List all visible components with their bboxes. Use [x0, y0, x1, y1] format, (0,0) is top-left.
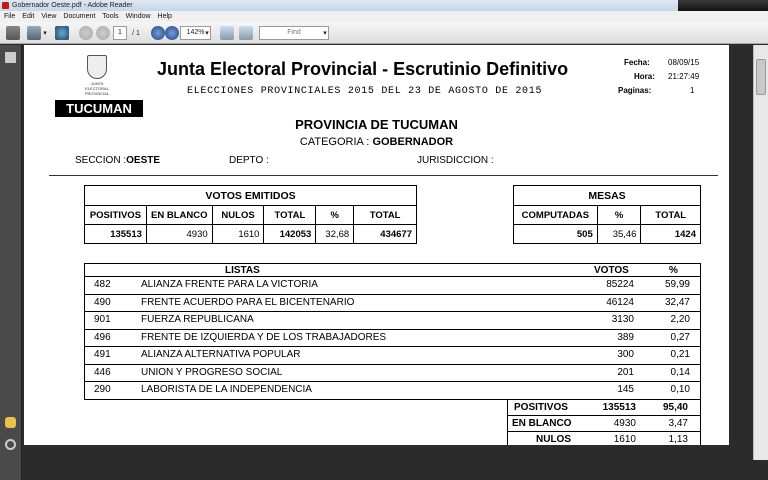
window-title: Gobernador Oeste.pdf - Adobe Reader [12, 2, 133, 9]
menu-document[interactable]: Document [63, 13, 96, 20]
summary-row-en-blanco [508, 416, 700, 432]
table-row [85, 295, 700, 313]
summary-votos: 1610 [613, 434, 636, 445]
listas-header-row [84, 263, 701, 277]
lista-pct: 59,99 [664, 279, 690, 290]
header-divider [49, 175, 718, 176]
province-badge: TUCUMAN [55, 100, 143, 117]
lista-name: FUERZA REPUBLICANA [141, 314, 254, 325]
window-titlebar [0, 0, 768, 11]
lista-pct: 0,27 [670, 331, 690, 343]
seccion-label: SECCION : [75, 155, 127, 166]
summary-pct: 3,47 [668, 418, 688, 429]
lista-number: 482 [94, 279, 111, 290]
lista-pct: 0,21 [670, 349, 690, 360]
fecha-label: Fecha: [624, 58, 650, 67]
paginas-label: Paginas: [618, 86, 652, 95]
lista-name: ALIANZA ALTERNATIVA POPULAR [141, 349, 301, 360]
table-row [85, 382, 700, 400]
ve-value-total-2: 434677 [354, 225, 417, 244]
lista-pct: 32,47 [664, 296, 690, 308]
previous-page-icon[interactable] [79, 26, 93, 40]
mesas-value-pct: 35,46 [597, 225, 641, 244]
attachment-icon[interactable] [5, 439, 16, 450]
menu-view[interactable]: View [41, 13, 57, 20]
listas-table [84, 263, 701, 400]
lista-number: 490 [94, 296, 111, 308]
categoria-line [24, 136, 729, 148]
menu-file[interactable]: File [4, 13, 16, 20]
zoom-select[interactable]: 142% [180, 26, 211, 40]
ve-header-pct: % [316, 206, 354, 225]
listas-header-listas: LISTAS [225, 265, 260, 276]
document-title: Junta Electoral Provincial - Escrutinio Definitivo [157, 59, 569, 79]
page-total: / 1 [132, 29, 140, 37]
toolbar [0, 22, 768, 44]
mesas-header-total: TOTAL [641, 206, 701, 225]
print-icon[interactable] [6, 26, 20, 40]
lista-votos: 46124 [606, 296, 634, 308]
mesas-value-total: 1424 [641, 225, 701, 244]
logo-caption: JUNTA ELECTORAL PROVINCIAL [84, 81, 110, 96]
summary-pct: 1,13 [668, 434, 688, 445]
lista-name: FRENTE DE IZQUIERDA Y DE LOS TRABAJADORES [141, 331, 387, 343]
pages-icon[interactable] [5, 52, 16, 63]
window-controls[interactable] [678, 0, 768, 11]
ve-value-nulos: 1610 [212, 225, 264, 244]
table-row [85, 312, 700, 330]
lista-pct: 2,20 [670, 314, 690, 325]
coat-of-arms-icon [87, 55, 107, 79]
fit-page-icon[interactable] [220, 26, 234, 40]
lista-number: 491 [94, 349, 111, 360]
categoria-value: GOBERNADOR [372, 136, 454, 148]
summary-votos: 4930 [613, 418, 636, 429]
lista-votos: 201 [617, 366, 634, 378]
lista-name: LABORISTA DE LA INDEPENDENCIA [141, 384, 312, 395]
menu-edit[interactable]: Edit [22, 13, 35, 20]
ve-value-pct: 32,68 [316, 225, 354, 244]
lista-pct: 0,14 [670, 366, 690, 378]
lista-votos: 389 [617, 331, 634, 343]
summary-body [507, 399, 701, 445]
mesas-header-computadas: COMPUTADAS [514, 206, 598, 225]
mesas-table [513, 185, 701, 244]
viewer-background-bottom [24, 445, 729, 480]
summary-label: NULOS [536, 434, 571, 445]
lista-votos: 3130 [611, 314, 634, 325]
menu-bar [0, 11, 768, 22]
menu-tools[interactable]: Tools [102, 13, 119, 20]
menu-window[interactable]: Window [125, 13, 151, 20]
votos-emitidos-title: VOTOS EMITIDOS [85, 186, 417, 206]
summary-label: EN BLANCO [512, 418, 572, 429]
find-input[interactable]: Find [259, 26, 329, 40]
listas-body [84, 277, 701, 400]
table-row [85, 277, 700, 295]
lista-name: UNION Y PROGRESO SOCIAL [141, 366, 283, 378]
table-row [85, 365, 700, 383]
chevron-down-icon[interactable]: ▾ [323, 30, 327, 37]
collaborate-icon[interactable] [55, 26, 69, 40]
hora-value: 21:27:49 [668, 72, 700, 81]
page-number-input[interactable]: 1 [113, 26, 127, 40]
jurisdiccion-label: JURISDICCION : [417, 155, 494, 166]
email-icon[interactable] [27, 26, 41, 40]
fecha-value: 08/09/15 [668, 58, 700, 67]
lista-votos: 145 [617, 384, 634, 395]
summary-pct: 95,40 [662, 402, 688, 413]
hora-label: Hora: [634, 72, 655, 81]
seccion-value: OESTE [126, 155, 161, 166]
mesas-value-computadas: 505 [514, 225, 598, 244]
scrollbar-thumb[interactable] [756, 59, 766, 95]
next-page-icon[interactable] [96, 26, 110, 40]
ve-header-nulos: NULOS [212, 206, 264, 225]
seccion-line [75, 155, 160, 166]
document-subtitle: ELECCIONES PROVINCIALES 2015 DEL 23 DE AGOSTO DE 2015 [187, 86, 543, 97]
ve-value-en-blanco: 4930 [146, 225, 212, 244]
comment-icon[interactable] [5, 417, 16, 428]
table-row [85, 347, 700, 365]
lista-name: ALIANZA FRENTE PARA LA VICTORIA [141, 279, 318, 290]
mesas-header-pct: % [597, 206, 641, 225]
ve-value-total: 142053 [264, 225, 316, 244]
menu-help[interactable]: Help [157, 13, 172, 20]
junta-electoral-logo [79, 55, 115, 95]
listas-header-pct: % [669, 265, 678, 276]
categoria-label: CATEGORIA : [299, 136, 370, 148]
lista-votos: 85224 [606, 279, 634, 290]
vertical-scrollbar[interactable] [753, 45, 768, 460]
navigation-sidebar [0, 45, 22, 480]
summary-box [507, 399, 701, 445]
lista-number: 446 [94, 366, 111, 378]
depto-label: DEPTO : [229, 155, 269, 166]
ve-header-total-2: TOTAL [354, 206, 417, 225]
ve-header-total: TOTAL [264, 206, 316, 225]
lista-votos: 300 [617, 349, 634, 360]
summary-votos: 135513 [602, 402, 636, 413]
summary-row-positivos [508, 400, 700, 416]
votos-emitidos-table [84, 185, 417, 244]
zoom-out-icon[interactable] [151, 26, 165, 40]
fit-width-icon[interactable] [239, 26, 253, 40]
pdf-page [24, 45, 729, 445]
viewer-background [729, 45, 753, 480]
provincia-heading: PROVINCIA DE TUCUMAN [295, 117, 458, 132]
summary-label: POSITIVOS [514, 402, 568, 413]
lista-number: 901 [94, 314, 111, 325]
lista-number: 290 [94, 384, 111, 395]
lista-name: FRENTE ACUERDO PARA EL BICENTENARIO [141, 296, 355, 308]
summary-row-nulos [508, 432, 700, 445]
ve-header-positivos: POSITIVOS [85, 206, 147, 225]
lista-pct: 0,10 [670, 384, 690, 395]
listas-header-votos: VOTOS [594, 265, 629, 276]
chevron-down-icon[interactable]: ▾ [205, 30, 209, 37]
table-row [85, 330, 700, 348]
ve-header-en-blanco: EN BLANCO [146, 206, 212, 225]
adobe-reader-icon [2, 2, 9, 9]
paginas-value: 1 [690, 86, 695, 95]
mesas-title: MESAS [514, 186, 701, 206]
lista-number: 496 [94, 331, 111, 343]
chevron-down-icon[interactable]: ▾ [43, 30, 47, 37]
zoom-in-icon[interactable] [165, 26, 179, 40]
ve-value-positivos: 135513 [85, 225, 147, 244]
